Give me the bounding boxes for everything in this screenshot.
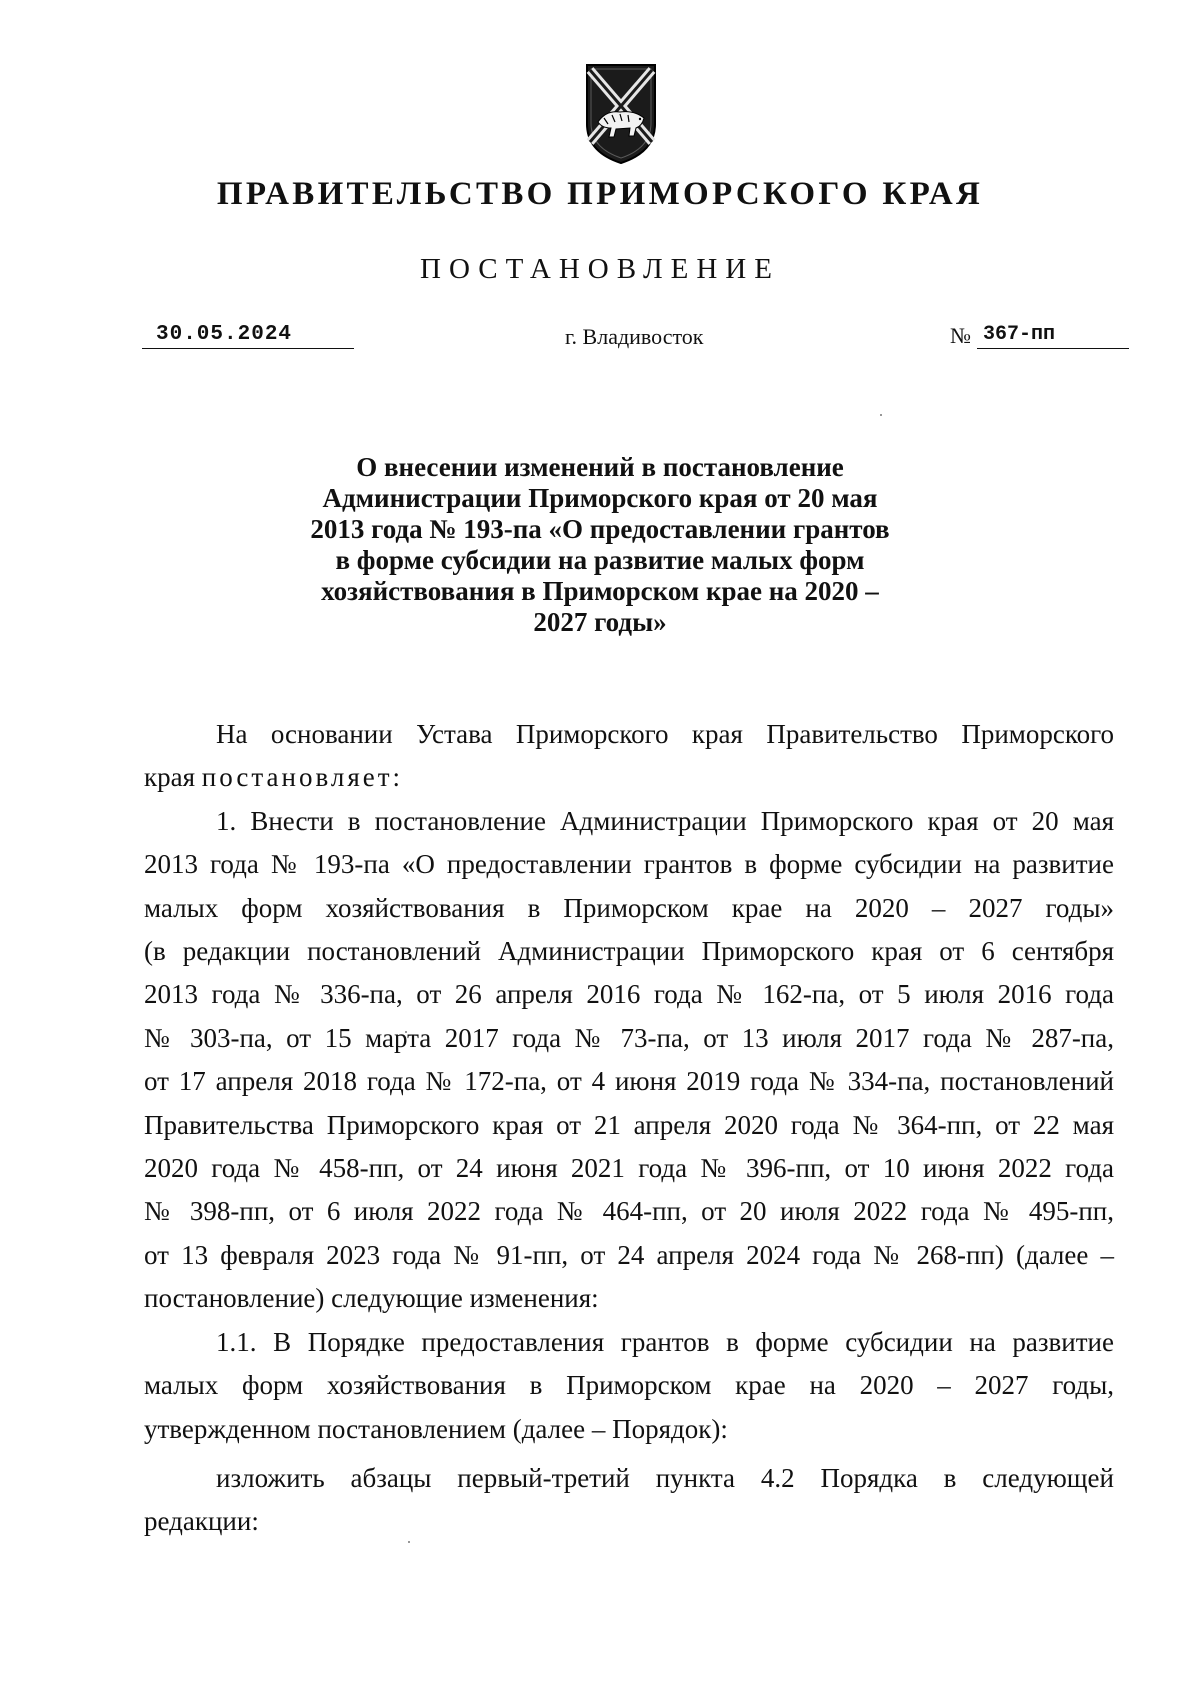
preamble-line: На основании Устава Приморского края Правительство Приморского: [216, 719, 1114, 749]
heading-line: О внесении изменений в постановление: [356, 452, 844, 482]
item1-line: от 13 февраля 2023 года № 91-пп, от 24 апреля 2024 года № 268-пп) (далее –: [144, 1239, 1114, 1270]
preamble-line: [144, 756, 1114, 799]
item11-sub-line: редакции:: [144, 1506, 259, 1537]
item11-line: 1.1. В Порядке предоставления грантов в форме субсидии на развитие: [216, 1326, 1114, 1357]
item11-line: утвержденном постановлением (далее – Порядок):: [144, 1413, 728, 1444]
heading-line: хозяйствования в Приморском крае на 2020 –: [321, 576, 879, 606]
item1-line: от 17 апреля 2018 года № 172-па, от 4 июня 2019 года № 334-па, постановлений: [144, 1066, 1114, 1097]
item1-line: 2013 года № 193-па «О предоставлении грантов в форме субсидии на развитие: [144, 849, 1114, 880]
preamble-word: края: [144, 762, 196, 793]
document-number: 367-пп: [977, 322, 1129, 349]
coat-of-arms-emblem: [584, 62, 658, 166]
heading-line: 2013 года № 193-па «О предоставлении грантов: [310, 514, 890, 544]
document-heading: [240, 452, 960, 638]
document-number-block: [950, 322, 1129, 349]
document-city: г. Владивосток: [565, 324, 704, 349]
item1-line: Правительства Приморского края от 21 апреля 2020 года № 364-пп, от 22 мая: [144, 1109, 1114, 1140]
item1-line: постановление) следующие изменения:: [144, 1283, 599, 1314]
item11-line: малых форм хозяйствования в Приморском крае на 2020 – 2027 годы,: [144, 1370, 1114, 1401]
item1-line: (в редакции постановлений Администрации Приморского края от 6 сентября: [144, 936, 1114, 967]
item1-line: 2020 года № 458-пп, от 24 июня 2021 года № 396-пп, от 10 июня 2022 года: [144, 1153, 1114, 1184]
item1-line: 2013 года № 336-па, от 26 апреля 2016 года № 162-па, от 5 июля 2016 года: [144, 979, 1114, 1010]
item1-line: малых форм хозяйствования в Приморском крае на 2020 – 2027 годы»: [144, 892, 1114, 923]
item1-line: № 303-па, от 15 марта 2017 года № 73-па, от 13 июля 2017 года № 287-па,: [144, 1022, 1114, 1053]
number-sign: №: [950, 323, 971, 348]
scan-speck: [880, 414, 882, 416]
organization-title: ПРАВИТЕЛЬСТВО ПРИМОРСКОГО КРАЯ: [216, 176, 984, 212]
heading-line: 2027 годы»: [533, 607, 667, 637]
heading-line: Администрации Приморского края от 20 мая: [322, 483, 878, 513]
heading-line: в форме субсидии на развитие малых форм: [335, 545, 865, 575]
document-date: 30.05.2024: [142, 322, 354, 349]
item1-line: 1. Внести в постановление Администрации Приморского края от 20 мая: [216, 805, 1114, 836]
preamble-spaced-word: постановляет:: [201, 762, 404, 793]
item11-sub-line: изложить абзацы первый-третий пункта 4.2 Порядка в следующей: [216, 1462, 1114, 1493]
document-body: [144, 713, 1114, 1544]
item1-line: № 398-пп, от 6 июля 2022 года № 464-пп, от 20 июля 2022 года № 495-пп,: [144, 1196, 1114, 1227]
document-type: ПОСТАНОВЛЕНИЕ: [420, 253, 780, 285]
